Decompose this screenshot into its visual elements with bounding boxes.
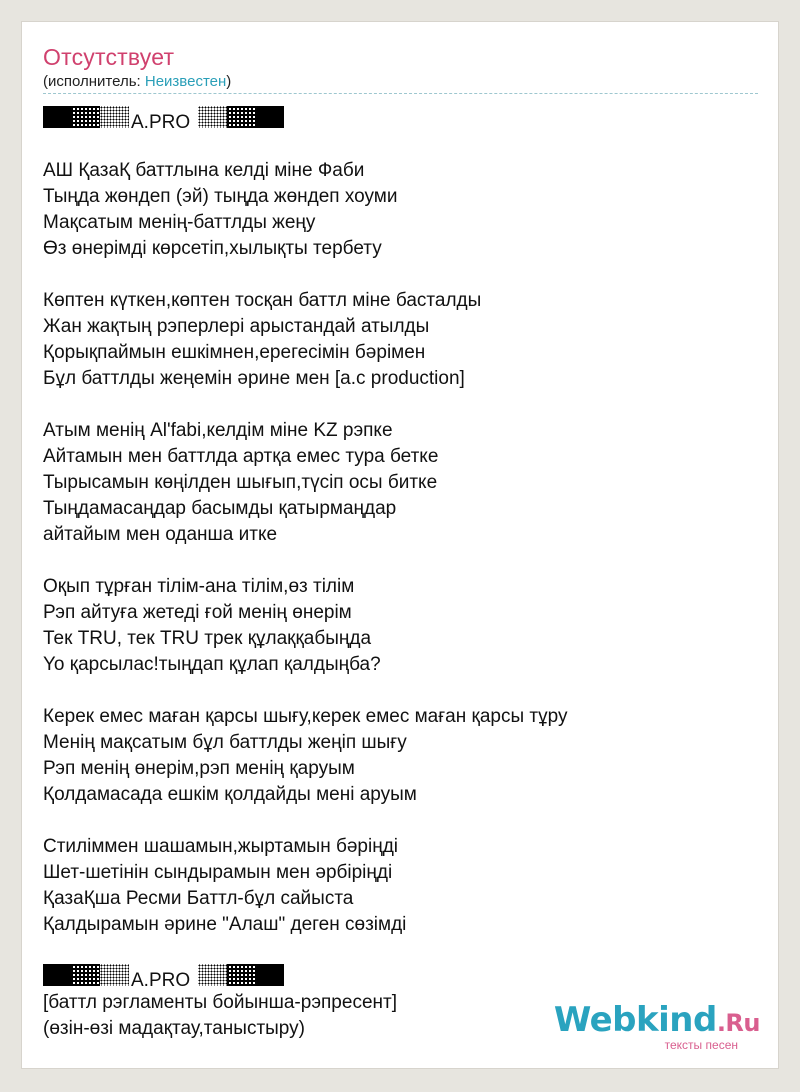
lyrics-line: ҚазаҚша Ресми Баттл-бұл сайыста bbox=[43, 888, 354, 909]
lyrics-blank-line bbox=[43, 808, 763, 834]
block-glyph bbox=[227, 106, 256, 128]
lyrics-line: Көптен күткен,көптен тосқан баттл міне басталды bbox=[43, 290, 482, 311]
lyrics-line: Тырысамын көңілден шығып,түсіп осы битке bbox=[43, 472, 438, 493]
block-glyph bbox=[71, 106, 100, 128]
lyrics-blank-line bbox=[43, 392, 763, 418]
lyrics-line: (өзін-өзі мадақтау,таныстыру) bbox=[43, 1018, 305, 1039]
lyrics-line: Рэп айтуға жетеді ғой менің өнерім bbox=[43, 602, 352, 623]
lyrics-line: Оқып тұрған тілім-ана тілім,өз тілім bbox=[43, 576, 355, 597]
lyrics-line: Yo қарсылас!тыңдап құлап қалдыңба? bbox=[43, 654, 381, 675]
lyrics-line: Жан жақтың рэперлері арыстандай атылды bbox=[43, 316, 430, 337]
block-glyph bbox=[256, 106, 284, 128]
block-glyph bbox=[198, 964, 227, 986]
block-glyph bbox=[43, 106, 71, 128]
lyrics-block-glyph-line bbox=[43, 964, 763, 990]
lyrics-line: Қалдырамын әрине "Алаш" деген сөзімді bbox=[43, 914, 407, 935]
artist-prefix: (исполнитель: bbox=[43, 73, 145, 90]
lyrics-line: Рэп менің өнерім,рэп менің қаруым bbox=[43, 758, 355, 779]
block-glyph bbox=[256, 964, 284, 986]
lyrics-body bbox=[43, 106, 763, 1042]
lyrics-line: АШ ҚазаҚ баттлына келді міне Фаби bbox=[43, 160, 365, 181]
lyrics-line: Өз өнерімді көрсетіп,хылықты тербету bbox=[43, 238, 382, 259]
lyrics-line: Атым менің Al'fabi,келдім міне KZ рэпке bbox=[43, 420, 393, 441]
block-glyph bbox=[43, 964, 71, 986]
block-line-label: A.PRO bbox=[131, 969, 191, 991]
lyrics-line: Айтамын мен баттлда артқа емес тура бетке bbox=[43, 446, 439, 467]
artist-suffix: ) bbox=[226, 73, 232, 90]
block-glyph bbox=[100, 964, 129, 986]
lyrics-blank-line bbox=[43, 938, 763, 964]
lyrics-line: Керек емес маған қарсы шығу,керек емес маған қарсы тұру bbox=[43, 706, 568, 727]
lyrics-line: [баттл рэгламенты бойынша-рэпресент] bbox=[43, 992, 397, 1013]
lyrics-line: Қолдамасада ешкім қолдайды мені аруым bbox=[43, 784, 417, 805]
block-glyphs-right bbox=[198, 964, 284, 986]
lyrics-line: Шет-шетінін сындырамын мен әрбіріңді bbox=[43, 862, 393, 883]
site-logo[interactable] bbox=[553, 1000, 760, 1052]
logo-wordmark bbox=[553, 1000, 760, 1040]
lyrics-blank-line bbox=[43, 548, 763, 574]
block-glyphs-right bbox=[198, 106, 284, 128]
lyrics-line: Менің мақсатым бұл баттлды жеңіп шығу bbox=[43, 732, 407, 753]
block-glyphs-left bbox=[43, 964, 129, 986]
artist-link[interactable]: Неизвестен bbox=[144, 73, 227, 90]
lyrics-line: Мақсатым менің-баттлды жеңу bbox=[43, 212, 316, 233]
block-glyph bbox=[227, 964, 256, 986]
lyrics-blank-line bbox=[43, 262, 763, 288]
lyrics-line: Стиліммен шашамын,жыртамын бәріңді bbox=[43, 836, 399, 857]
logo-tld: .Ru bbox=[716, 1009, 760, 1037]
artist-line bbox=[43, 73, 231, 90]
block-glyph bbox=[198, 106, 227, 128]
block-glyph bbox=[100, 106, 129, 128]
lyrics-line: Тыңдамасаңдар басымды қатырмаңдар bbox=[43, 498, 397, 519]
lyrics-line: Қорықпаймын ешкімнен,ерегесімін бәрімен bbox=[43, 342, 426, 363]
block-glyphs-left bbox=[43, 106, 129, 128]
title-separator bbox=[43, 93, 758, 94]
song-title: Отсутствует bbox=[43, 44, 175, 70]
lyrics-line: Тыңда жөндеп (эй) тыңда жөндеп хоуми bbox=[43, 186, 398, 207]
lyrics-line: Бұл баттлды жеңемін әрине мен [a.c production] bbox=[43, 368, 465, 389]
block-line-label: A.PRO bbox=[131, 111, 191, 133]
lyrics-blank-line bbox=[43, 678, 763, 704]
lyrics-line: айтайым мен оданша итке bbox=[43, 524, 278, 545]
block-glyph bbox=[71, 964, 100, 986]
logo-tagline: тексты песен bbox=[664, 1038, 738, 1052]
lyrics-card bbox=[22, 22, 778, 1068]
logo-brand: Webkind bbox=[553, 1000, 717, 1040]
lyrics-block-glyph-line bbox=[43, 106, 763, 132]
lyrics-line: Тек TRU, тек TRU трек құлаққабыңда bbox=[43, 628, 372, 649]
